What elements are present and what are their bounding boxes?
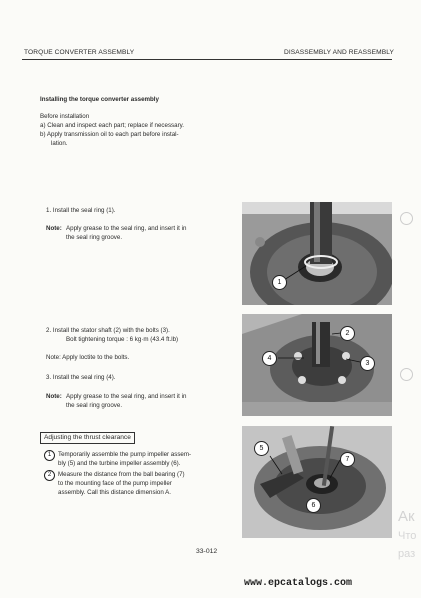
callout-4: 4 (262, 351, 277, 366)
thrust-para2-line2: to the mounting face of the pump impeller (58, 480, 172, 487)
before-installation-label: Before installation (40, 113, 90, 120)
ghost-text-1: Ак (398, 508, 415, 525)
section-title: Installing the torque converter assembly (40, 96, 159, 103)
page-number: 33-012 (196, 548, 218, 555)
ghost-text-2: Что (398, 530, 417, 542)
step3-note-line2: the seal ring groove. (66, 402, 123, 409)
before-item-a: a) Clean and inspect each part; replace if necessary. (40, 122, 184, 129)
before-item-b-cont: lation. (51, 140, 68, 147)
edge-circle-top (400, 212, 413, 225)
step-2-marker: 2 (44, 470, 55, 481)
thrust-para1-line2: bly (5) and the turbine impeller assembly (6). (58, 460, 181, 467)
thrust-para1-line1: Temporarily assemble the pump impeller assem- (58, 451, 192, 458)
figure-seal-ring-photo (242, 202, 392, 305)
edge-circle-bottom (400, 368, 413, 381)
step2-note: Note: Apply loctite to the bolts. (46, 354, 130, 361)
step2-torque: Bolt tightening torque : 6 kg·m (43.4 ft.lb) (66, 336, 179, 343)
before-item-b: b) Apply transmission oil to each part before instal- (40, 131, 179, 138)
step2-instruction: 2. Install the stator shaft (2) with the bolts (3). (46, 327, 170, 334)
step1-instruction: 1. Install the seal ring (1). (46, 207, 116, 214)
callout-7: 7 (340, 452, 355, 467)
callout-5: 5 (254, 441, 269, 456)
step1-note-line1: Apply grease to the seal ring, and insert it in (66, 225, 187, 232)
step3-note-label: Note: (46, 393, 62, 400)
header-left: TORQUE CONVERTER ASSEMBLY (24, 49, 135, 56)
step-1-marker: 1 (44, 450, 55, 461)
callout-6: 6 (306, 498, 321, 513)
callout-3: 3 (360, 356, 375, 371)
thrust-section-title: Adjusting the thrust clearance (40, 432, 135, 444)
callout-1: 1 (272, 275, 287, 290)
step1-note-label: Note: (46, 225, 62, 232)
callout-2: 2 (340, 326, 355, 341)
step1-note-line2: the seal ring groove. (66, 234, 123, 241)
watermark-link[interactable]: www.epcatalogs.com (244, 578, 353, 589)
step3-instruction: 3. Install the seal ring (4). (46, 374, 116, 381)
step3-note-line1: Apply grease to the seal ring, and insert it in (66, 393, 187, 400)
thrust-para2-line3: assembly. Call this distance dimension A. (58, 489, 172, 496)
header-rule (22, 59, 392, 60)
thrust-para2-line1: Measure the distance from the ball bearing (7) (58, 471, 185, 478)
ghost-text-3: раз (398, 548, 416, 560)
header-right: DISASSEMBLY AND REASSEMBLY (284, 49, 394, 56)
